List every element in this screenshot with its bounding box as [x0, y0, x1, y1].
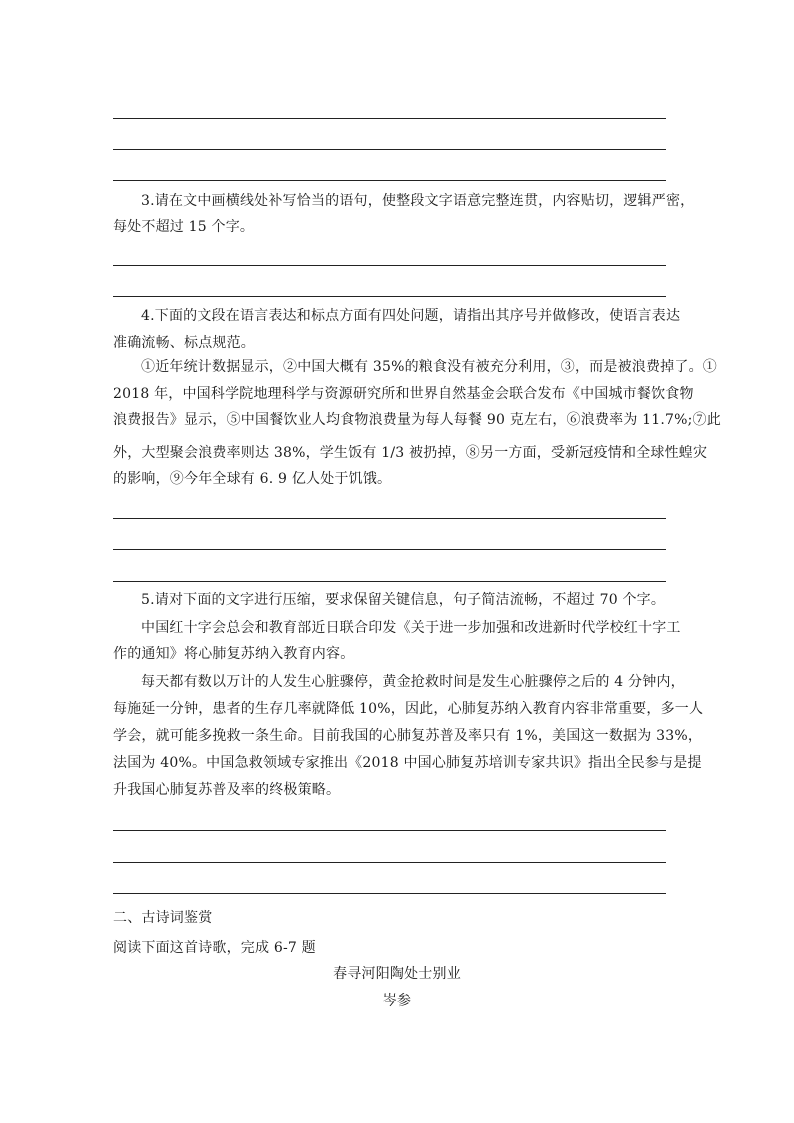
answer-line	[113, 581, 666, 582]
q5-para1-line-2: 作的通知》将心肺复苏纳入教育内容。	[113, 646, 355, 662]
q4-prompt-line-2: 准确流畅、标点规范。	[113, 335, 255, 351]
q5-para2-line-2: 每施延一分钟，患者的生存几率就降低 10%，因此，心肺复苏纳入教育内容非常重要，多一人	[113, 701, 704, 717]
answer-line	[113, 296, 666, 297]
answer-line	[113, 893, 666, 894]
section-heading: 二、古诗词鉴赏	[113, 910, 213, 926]
q5-para2-line-4: 法国为 40%。中国急救领域专家推出《2018 中国心肺复苏培训专家共识》指出全民参与是提	[113, 755, 702, 771]
answer-line	[113, 549, 666, 550]
q4-passage-line-4: 外，大型聚会浪费率则达 38%，学生饭有 1/3 被扔掉，⑧另一方面，受新冠疫情和全球性蝗灾	[113, 445, 708, 461]
answer-line	[113, 862, 666, 863]
q3-prompt-line-1: 3.请在文中画横线处补写恰当的语句，使整段文字语意完整连贯，内容贴切，逻辑严密，	[141, 193, 695, 209]
q5-prompt: 5.请对下面的文字进行压缩，要求保留关键信息，句子简洁流畅，不超过 70 个字。	[141, 592, 666, 608]
answer-line	[113, 118, 666, 119]
q5-para1-line-1: 中国红十字会总会和教育部近日联合印发《关于进一步加强和改进新时代学校红十字工	[141, 620, 681, 636]
q4-passage-line-3: 浪费报告》显示，⑤中国餐饮业人均食物浪费量为每人每餐 90 克左右，⑥浪费率为 11.7%;⑦此	[113, 412, 721, 428]
section-instruction: 阅读下面这首诗歌，完成 6-7 题	[113, 940, 316, 956]
q4-passage-line-2: 2018 年，中国科学院地理科学与资源研究所和世界自然基金会联合发布《中国城市餐饮食物	[113, 386, 694, 402]
q4-passage-line-1: ①近年统计数据显示，②中国大概有 35%的粮食没有被充分利用，③，而是被浪费掉了。①	[141, 359, 717, 375]
poem-author: 岑参	[382, 993, 412, 1009]
q5-para2-line-1: 每天都有数以万计的人发生心脏骤停，黄金抢救时间是发生心脏骤停之后的 4 分钟内，	[141, 674, 685, 690]
answer-line	[113, 180, 666, 181]
q5-para2-line-5: 升我国心肺复苏普及率的终极策略。	[113, 782, 341, 798]
q3-prompt-line-2: 每处不超过 15 个字。	[113, 219, 255, 235]
answer-line	[113, 149, 666, 150]
answer-line	[113, 518, 666, 519]
q4-passage-line-5: 的影响，⑨今年全球有 6. 9 亿人处于饥饿。	[113, 471, 392, 487]
answer-line	[113, 265, 666, 266]
poem-title: 春寻河阳陶处士别业	[333, 966, 461, 982]
q5-para2-line-3: 学会，就可能多挽救一条生命。目前我国的心肺复苏普及率只有 1%，美国这一数据为 33%，	[113, 728, 703, 744]
q4-prompt-line-1: 4.下面的文段在语言表达和标点方面有四处问题，请指出其序号并做修改，使语言表达	[141, 308, 681, 324]
answer-line	[113, 830, 666, 831]
